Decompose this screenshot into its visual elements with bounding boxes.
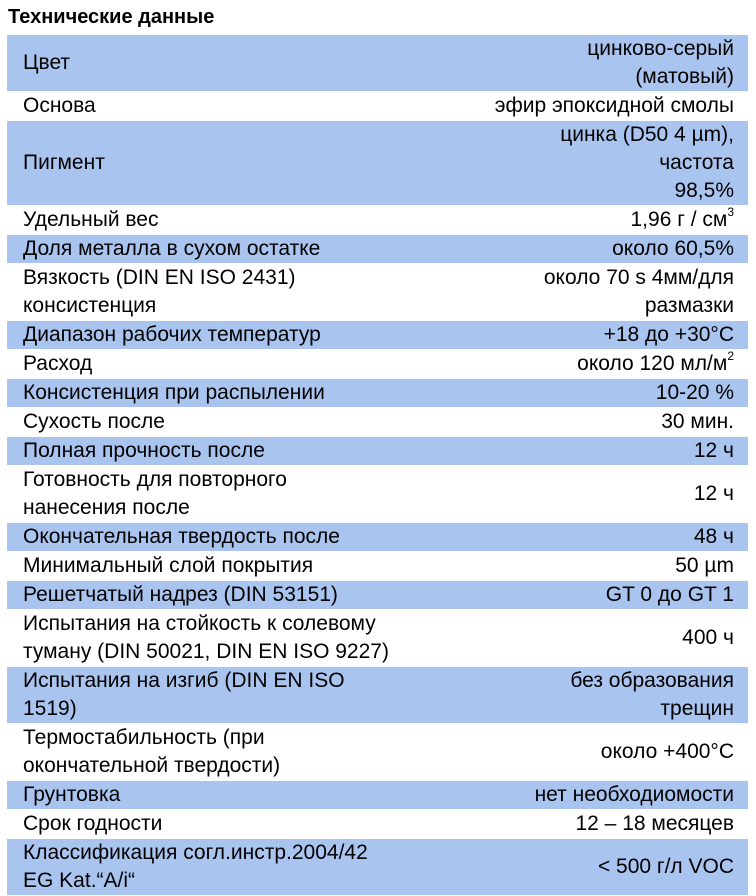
property-value: эфир эпоксидной смолы (494, 94, 734, 117)
property-value: 50 µm (675, 554, 734, 577)
property-label-cell (7, 35, 471, 92)
property-label: Готовность для повторного нанесения после (23, 468, 287, 519)
table-row (7, 235, 748, 264)
property-label: Сухость после (23, 410, 165, 433)
property-label-cell (7, 350, 471, 379)
property-value-cell (471, 235, 748, 264)
property-label-cell (7, 781, 471, 810)
property-value-cell (471, 121, 748, 206)
property-value-cell (471, 437, 748, 466)
property-value: без образования трещин (570, 669, 734, 720)
table-row (7, 379, 748, 408)
property-label-cell (7, 523, 471, 552)
property-value: около 120 мл/м (577, 352, 728, 375)
property-label: Полная прочность после (23, 439, 265, 462)
property-value-cell (471, 92, 748, 121)
table-row (7, 321, 748, 350)
property-label: Грунтовка (23, 783, 121, 806)
property-value-cell (471, 379, 748, 408)
property-label: Основа (23, 94, 96, 117)
property-label-cell (7, 235, 471, 264)
property-label-cell (7, 839, 471, 896)
table-row (7, 552, 748, 581)
property-label-cell (7, 408, 471, 437)
property-label-cell (7, 610, 471, 667)
property-value: 48 ч (693, 525, 734, 548)
property-value-cell (471, 264, 748, 321)
property-value: < 500 г/л VOC (597, 855, 734, 878)
table-row (7, 35, 748, 92)
property-label-cell (7, 437, 471, 466)
property-value: 30 мин. (661, 410, 734, 433)
property-value-cell (471, 321, 748, 350)
property-value-cell (471, 610, 748, 667)
technical-data-table (7, 35, 748, 896)
property-value: цинково-серый (матовый) (587, 37, 734, 88)
property-label: Термостабильность (при окончательной твердости) (23, 726, 281, 777)
unit-superscript: 2 (727, 349, 734, 363)
property-label-cell (7, 264, 471, 321)
property-label-cell (7, 552, 471, 581)
property-label-cell (7, 206, 471, 235)
property-label: Окончательная твердость после (23, 525, 340, 548)
property-label-cell (7, 724, 471, 781)
property-value: цинка (D50 4 µm), частота 98,5% (560, 123, 734, 202)
table-row (7, 350, 748, 379)
property-value-cell (471, 408, 748, 437)
table-row (7, 610, 748, 667)
table-row (7, 408, 748, 437)
property-value: 400 ч (682, 626, 734, 649)
table-row (7, 839, 748, 896)
table-row (7, 581, 748, 610)
table-row (7, 667, 748, 724)
property-label-cell (7, 810, 471, 839)
property-value: 12 – 18 месяцев (575, 812, 734, 835)
property-value: +18 до +30°C (603, 323, 734, 346)
property-label: Диапазон рабочих температур (23, 323, 321, 346)
property-value-cell (471, 724, 748, 781)
property-label-cell (7, 92, 471, 121)
technical-data-table-body (7, 35, 748, 896)
property-value: 12 ч (693, 439, 734, 462)
table-row (7, 92, 748, 121)
table-row (7, 810, 748, 839)
property-value-cell (471, 667, 748, 724)
property-label: Расход (23, 352, 93, 375)
table-row (7, 466, 748, 523)
property-value: 10-20 % (655, 381, 734, 404)
property-label-cell (7, 667, 471, 724)
table-row (7, 781, 748, 810)
unit-superscript: 3 (727, 205, 734, 219)
property-label-cell (7, 466, 471, 523)
property-value-cell (471, 552, 748, 581)
property-label: Испытания на стойкость к солевому туману (DIN 50021, DIN EN ISO 9227) (23, 612, 389, 663)
property-value: GT 0 до GT 1 (605, 583, 734, 606)
table-row (7, 206, 748, 235)
table-row (7, 121, 748, 206)
property-label: Доля металла в сухом остатке (23, 237, 321, 260)
property-value-cell (471, 466, 748, 523)
table-row (7, 724, 748, 781)
property-value: 12 ч (693, 482, 734, 505)
property-value: около 60,5% (612, 237, 734, 260)
property-value-cell (471, 839, 748, 896)
property-value-cell (471, 350, 748, 379)
property-value-cell (471, 35, 748, 92)
table-row (7, 264, 748, 321)
property-value: около 70 s 4мм/для размазки (543, 266, 734, 317)
property-value: 1,96 г / см (630, 208, 728, 231)
property-label: Решетчатый надрез (DIN 53151) (23, 583, 338, 606)
property-label: Консистенция при распылении (23, 381, 325, 404)
property-value-cell (471, 581, 748, 610)
property-label: Классификация согл.инстр.2004/42 EG Kat.“A/i“ (23, 841, 368, 892)
property-value: нет необходиомости (534, 783, 734, 806)
table-row (7, 437, 748, 466)
property-label-cell (7, 121, 471, 206)
property-label: Цвет (23, 51, 71, 74)
property-value-cell (471, 810, 748, 839)
table-row (7, 523, 748, 552)
property-label: Минимальный слой покрытия (23, 554, 314, 577)
property-label: Вязкость (DIN EN ISO 2431) консистенция (23, 266, 296, 317)
property-label: Срок годности (23, 812, 163, 835)
property-label-cell (7, 581, 471, 610)
property-label: Удельный вес (23, 208, 159, 231)
property-label-cell (7, 321, 471, 350)
property-label: Пигмент (23, 151, 105, 174)
property-label: Испытания на изгиб (DIN EN ISO 1519) (23, 669, 345, 720)
property-value-cell (471, 781, 748, 810)
property-label-cell (7, 379, 471, 408)
property-value: около +400°C (600, 740, 734, 763)
property-value-cell (471, 206, 748, 235)
section-heading: Технические данные (8, 6, 215, 28)
property-value-cell (471, 523, 748, 552)
